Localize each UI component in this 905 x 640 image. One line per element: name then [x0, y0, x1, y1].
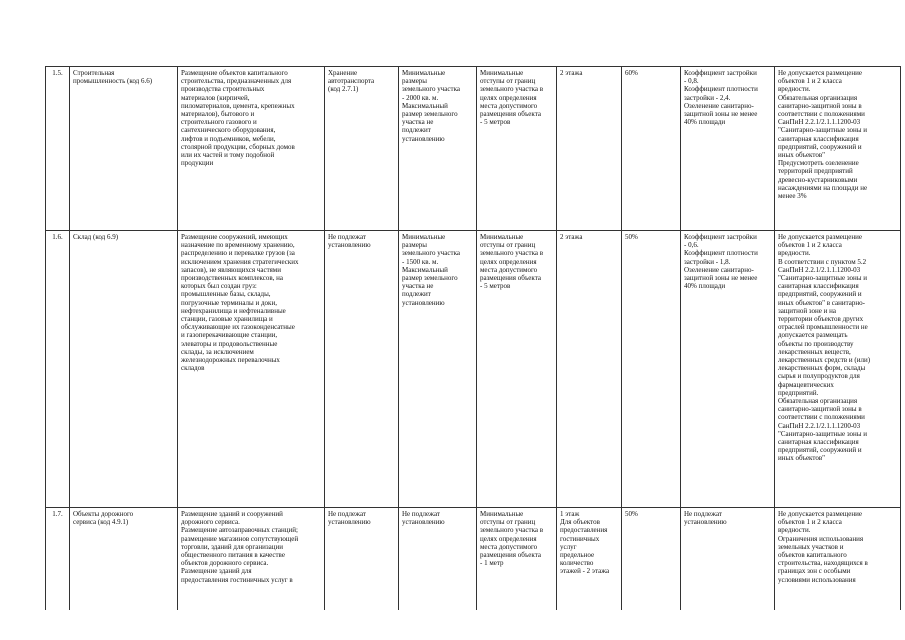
- text-line: предприятий.: [778, 388, 819, 397]
- text-line: вредности.: [778, 85, 811, 94]
- text-line: сервиса (код 4.9.1): [73, 518, 129, 527]
- text-line: объекты по производству: [778, 339, 854, 348]
- text-line: сырья и полупродуктов для: [778, 372, 860, 381]
- text-line: места допустимого: [480, 265, 538, 274]
- text-line: - 5 метров: [480, 282, 511, 291]
- text-line: Не допускается размещение: [778, 233, 862, 241]
- text-line: Склад (код 6.9): [73, 233, 119, 241]
- text-line: размещения объекта: [480, 551, 541, 560]
- text-line: "Санитарно-защитные зоны и: [778, 126, 867, 135]
- text-line: автотранспорта: [328, 77, 375, 86]
- table-body: [46, 67, 901, 611]
- text-line: - 1500 кв. м.: [402, 257, 439, 266]
- text-line: промышленность (код 6.6): [73, 77, 153, 86]
- text-line: услуг: [560, 542, 577, 551]
- text-line: промышленные базы, склады,: [181, 290, 271, 299]
- text-line: строительного газового и: [181, 118, 257, 127]
- text-line: Максимальный: [402, 265, 448, 274]
- text-line: допускается размещать: [778, 331, 848, 340]
- text-line: элеваторы и продовольственные: [181, 339, 278, 348]
- text-line: сантехнического оборудования,: [181, 126, 276, 135]
- land-use-name-cell: [70, 67, 178, 231]
- text-line: Размещение зданий и сооружений: [181, 510, 283, 518]
- text-line: целях определения: [480, 257, 537, 266]
- text-line: объектов дорожного сервиса.: [181, 559, 269, 568]
- text-line: участка не: [402, 118, 434, 127]
- text-line: количество: [560, 559, 594, 568]
- text-line: лифтов и подъемников, мебели,: [181, 134, 276, 143]
- plot-size-cell: [399, 508, 477, 611]
- text-line: Коэффициент плотности: [684, 249, 758, 258]
- text-line: В соответствии с пунктом 5.2: [778, 257, 867, 266]
- text-line: Предусмотреть озеленение: [778, 159, 859, 168]
- text-line: гостиничных: [560, 534, 600, 543]
- setback-cell: [477, 508, 557, 611]
- plot-size-cell: [399, 231, 477, 508]
- auxiliary-use-cell: [325, 67, 399, 231]
- text-line: лекарственных форм, склады: [778, 364, 866, 373]
- text-line: СанПиН 2.2.1/2.1.1.1200-03: [778, 421, 861, 430]
- text-line: материалов), бытового и: [181, 110, 255, 119]
- text-line: лекарственных средств и (или): [778, 356, 871, 365]
- text-line: установлению: [402, 518, 445, 527]
- text-line: санитарно-защитной зоны в: [778, 101, 862, 110]
- land-use-name-cell: [70, 508, 178, 611]
- text-line: железнодорожных перевалочных: [181, 356, 280, 365]
- text-line: целях определения: [480, 93, 537, 102]
- text-line: - 1 метр: [480, 559, 504, 568]
- text-line: СанПиН 2.2.1/2.1.1.1200-03: [778, 265, 861, 274]
- restrictions-cell: [775, 508, 901, 611]
- text-line: земельных участков и: [778, 542, 844, 551]
- auxiliary-use-cell: [325, 231, 399, 508]
- text-line: защитной зоны не менее: [684, 274, 758, 283]
- land-use-description-cell: [178, 67, 325, 231]
- max-coverage-cell: [622, 231, 681, 508]
- text-line: санитарная классификация: [778, 282, 859, 291]
- text-line: Минимальные: [402, 233, 446, 241]
- text-line: предельное: [560, 551, 595, 560]
- text-line: запасов), не являющихся частями: [181, 265, 281, 274]
- text-line: Озеленение санитарно-: [684, 101, 754, 110]
- text-line: земельного участка в: [480, 249, 544, 258]
- text-line: Коэффициент застройки: [684, 69, 757, 77]
- text-line: 60%: [625, 69, 638, 77]
- text-line: пиломатериалов, цемента, крепежных: [181, 101, 295, 110]
- text-line: иных объектов": [778, 454, 825, 463]
- text-line: Минимальные: [480, 233, 524, 241]
- text-line: вредности.: [778, 526, 811, 535]
- land-use-description-cell: [178, 508, 325, 611]
- text-line: нефтехранилища и нефтеналивные: [181, 306, 286, 315]
- text-line: объектов капитального: [778, 551, 847, 560]
- restrictions-cell: [775, 231, 901, 508]
- text-line: погрузочные терминалы и доки,: [181, 298, 277, 307]
- text-line: условиями использования: [778, 575, 856, 584]
- text-line: "Санитарно-защитные зоны и: [778, 274, 867, 283]
- text-line: размер земельного: [402, 274, 458, 283]
- text-line: предприятий, сооружений и: [778, 142, 862, 151]
- text-line: Не подлежат: [402, 510, 440, 518]
- plot-size-cell: [399, 67, 477, 231]
- text-line: СанПиН 2.2.1/2.1.1.1200-03: [778, 118, 861, 127]
- text-line: установлению: [402, 134, 445, 143]
- text-line: предоставления: [560, 526, 608, 535]
- text-line: Обязательная организация: [778, 397, 858, 406]
- text-line: древесно-кустарниковыми: [778, 175, 858, 184]
- text-line: размер земельного: [402, 110, 458, 119]
- setback-cell: [477, 231, 557, 508]
- text-line: установлению: [328, 241, 371, 250]
- text-line: 40% площади: [684, 118, 726, 127]
- text-line: отраслей промышленности не: [778, 323, 868, 332]
- text-line: объектов 1 и 2 класса: [778, 241, 842, 250]
- text-line: предоставления гостиничных услуг в: [181, 575, 293, 584]
- text-line: санитарно-защитной зоны в: [778, 405, 862, 414]
- text-line: производственных комплексов, на: [181, 274, 284, 283]
- text-line: Хранение: [328, 69, 358, 77]
- max-coverage-cell: [622, 67, 681, 231]
- text-line: которых был создан груз:: [181, 282, 257, 291]
- text-line: земельного участка: [402, 249, 460, 258]
- text-line: Ограничения использования: [778, 534, 864, 543]
- text-line: лекарственных веществ,: [778, 347, 851, 356]
- text-line: - 2000 кв. м.: [402, 93, 439, 102]
- text-line: 2 этажа: [560, 233, 583, 241]
- text-line: объектов 1 и 2 класса: [778, 518, 842, 527]
- text-line: материалов (кирпичей,: [181, 93, 250, 102]
- text-line: Объекты дорожного: [73, 510, 134, 518]
- text-line: распределению и перевалке грузов (за: [181, 249, 295, 258]
- text-line: предприятий, сооружений и: [778, 446, 862, 455]
- other-parameters-cell: [681, 231, 775, 508]
- text-line: Строительная: [73, 69, 115, 77]
- max-coverage-cell: [622, 508, 681, 611]
- text-line: - 0,8.: [684, 77, 699, 86]
- text-line: санитарная классификация: [778, 134, 859, 143]
- text-line: отступы от границ: [480, 77, 536, 86]
- row-number-cell: 1.6.: [46, 231, 70, 508]
- zoning-regulations-table: [45, 66, 901, 610]
- text-line: строительства, предназначенных для: [181, 77, 292, 86]
- text-line: места допустимого: [480, 542, 538, 551]
- text-line: Минимальные: [402, 69, 446, 77]
- restrictions-cell: [775, 67, 901, 231]
- text-line: насаждениями на площади не: [778, 183, 868, 192]
- text-line: соответствии с положениями: [778, 110, 865, 119]
- text-line: станции, газовые хранилища и: [181, 315, 273, 324]
- text-line: строительства, находящихся в: [778, 559, 868, 568]
- text-line: менее 3%: [778, 192, 807, 201]
- text-line: исключением хранения стратегических: [181, 257, 299, 266]
- land-use-description-cell: [178, 231, 325, 508]
- text-line: торговли, зданий для организации: [181, 542, 284, 551]
- text-line: земельного участка: [402, 85, 460, 94]
- text-line: 2 этажа: [560, 69, 583, 77]
- max-floors-cell: [557, 508, 622, 611]
- auxiliary-use-cell: [325, 508, 399, 611]
- text-line: подлежит: [402, 126, 431, 135]
- text-line: склады, за исключением: [181, 347, 254, 356]
- setback-cell: [477, 67, 557, 231]
- text-line: объектов 1 и 2 класса: [778, 77, 842, 86]
- text-line: производства строительных: [181, 85, 265, 94]
- other-parameters-cell: [681, 67, 775, 231]
- text-line: продукции: [181, 159, 214, 168]
- text-line: Коэффициент плотности: [684, 85, 758, 94]
- text-line: защитной зоны не менее: [684, 110, 758, 119]
- text-line: размеры: [402, 77, 428, 86]
- text-line: "Санитарно-защитные зоны и: [778, 429, 867, 438]
- text-line: столярной продукции, сборных домов: [181, 142, 295, 151]
- text-line: вредности.: [778, 249, 811, 258]
- max-floors-cell: [557, 67, 622, 231]
- text-line: установлению: [684, 518, 727, 527]
- text-line: размещения объекта: [480, 110, 541, 119]
- text-line: Не подлежат: [328, 510, 366, 518]
- text-line: Не подлежат: [684, 510, 722, 518]
- text-line: предприятий, сооружений и: [778, 290, 862, 299]
- text-line: Обязательная организация: [778, 93, 858, 102]
- text-line: общественного питания в качестве: [181, 551, 285, 560]
- land-use-name-cell: [70, 231, 178, 508]
- text-line: обслуживающие их газоконденсатные: [181, 323, 295, 332]
- text-line: размещения объекта: [480, 274, 541, 283]
- row-number-cell: 1.5.: [46, 67, 70, 231]
- text-line: 40% площади: [684, 282, 726, 291]
- text-line: или их частей и тому подобной: [181, 151, 275, 160]
- text-line: отступы от границ: [480, 518, 536, 527]
- text-line: санитарная классификация: [778, 438, 859, 447]
- text-line: застройки - 1,8.: [684, 257, 731, 266]
- text-line: Озеленение санитарно-: [684, 265, 754, 274]
- text-line: размеры: [402, 241, 428, 250]
- text-line: границах зон с особыми: [778, 567, 851, 576]
- text-line: соответствии с положениями: [778, 413, 865, 422]
- text-line: подлежит: [402, 290, 431, 299]
- text-line: территории объектов других: [778, 315, 864, 324]
- text-line: 50%: [625, 510, 638, 518]
- text-line: земельного участка в: [480, 526, 544, 535]
- text-line: Коэффициент застройки: [684, 233, 757, 241]
- text-line: Не допускается размещение: [778, 510, 862, 518]
- text-line: Для объектов: [560, 518, 600, 527]
- text-line: Минимальные: [480, 510, 524, 518]
- text-line: (код 2.7.1): [328, 85, 359, 94]
- text-line: установлению: [402, 298, 445, 307]
- text-line: застройки - 2,4.: [684, 93, 731, 102]
- text-line: территорий предприятий: [778, 167, 853, 176]
- text-line: фармацевтических: [778, 380, 834, 389]
- text-line: 50%: [625, 233, 638, 241]
- table-row: [46, 231, 901, 508]
- text-line: Размещение объектов капитального: [181, 69, 288, 77]
- text-line: 1 этаж: [560, 510, 580, 518]
- text-line: иных объектов": [778, 151, 825, 160]
- text-line: Максимальный: [402, 101, 448, 110]
- text-line: и газоперекачивающие станции,: [181, 331, 278, 340]
- text-line: защитной зоне и на: [778, 306, 836, 315]
- text-line: участка не: [402, 282, 434, 291]
- text-line: размещение магазинов сопутствующей: [181, 534, 299, 543]
- text-line: Минимальные: [480, 69, 524, 77]
- text-line: Размещение зданий для: [181, 567, 252, 576]
- text-line: этажей - 2 этажа: [560, 567, 610, 576]
- max-floors-cell: [557, 231, 622, 508]
- text-line: установлению: [328, 518, 371, 527]
- table-row: [46, 508, 901, 611]
- text-line: Не подлежат: [328, 233, 366, 241]
- text-line: Размещение автозаправочных станций;: [181, 526, 298, 535]
- text-line: отступы от границ: [480, 241, 536, 250]
- text-line: - 0,6.: [684, 241, 699, 250]
- row-number-cell: 1.7.: [46, 508, 70, 611]
- text-line: назначение по временному хранению,: [181, 241, 295, 250]
- text-line: складов: [181, 364, 205, 373]
- text-line: иных объектов" в санитарно-: [778, 298, 865, 307]
- text-line: дорожного сервиса.: [181, 518, 240, 527]
- other-parameters-cell: [681, 508, 775, 611]
- table-row: [46, 67, 901, 231]
- text-line: Размещение сооружений, имеющих: [181, 233, 288, 241]
- text-line: - 5 метров: [480, 118, 511, 127]
- text-line: земельного участка в: [480, 85, 544, 94]
- text-line: Не допускается размещение: [778, 69, 862, 77]
- text-line: места допустимого: [480, 101, 538, 110]
- text-line: целях определения: [480, 534, 537, 543]
